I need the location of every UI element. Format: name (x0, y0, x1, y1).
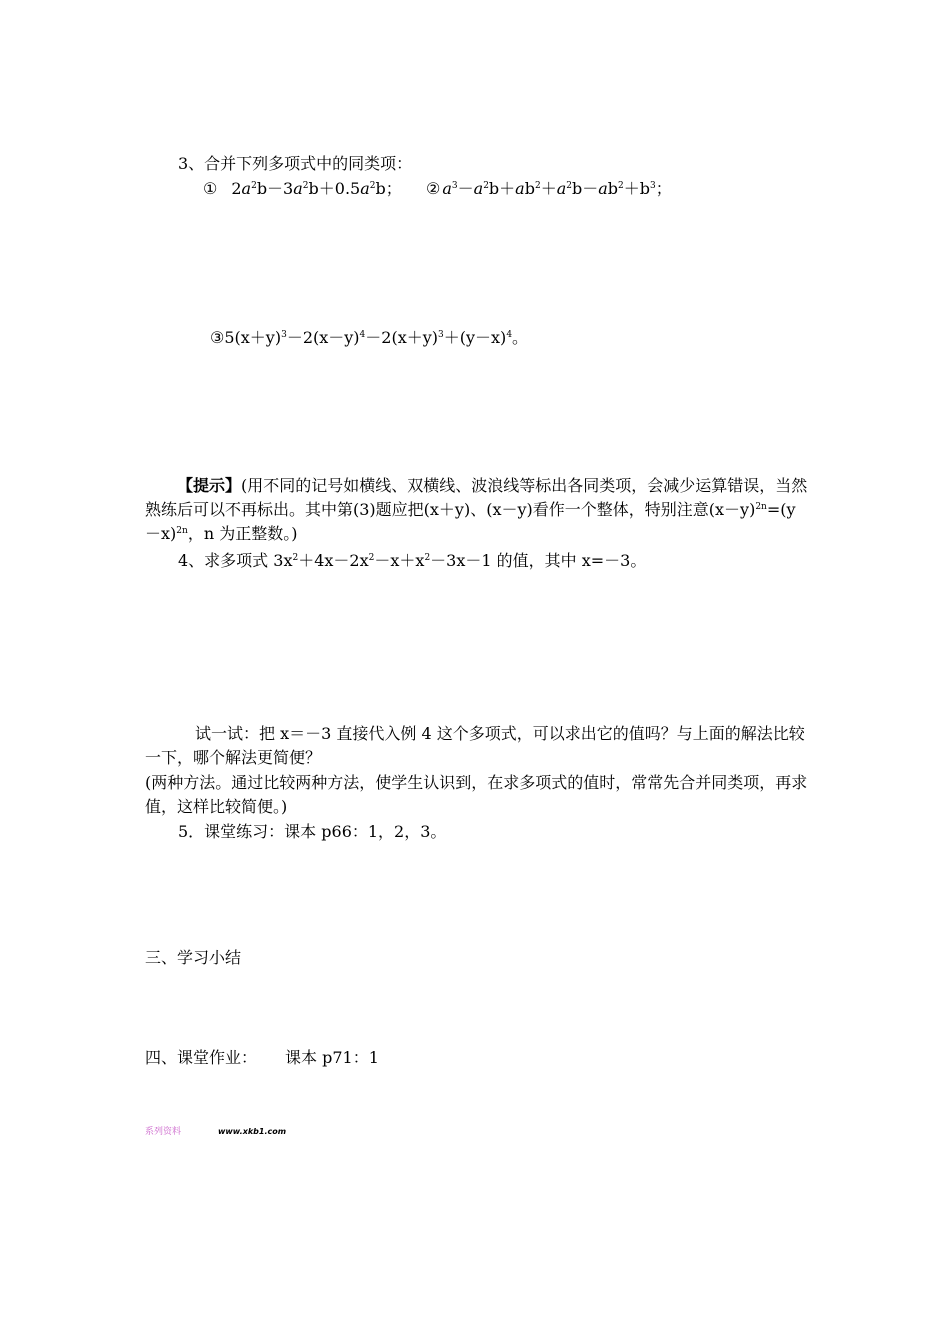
item-2-text: － (457, 179, 474, 198)
item-2-exp: 2 (618, 181, 624, 191)
item-2-text: b－ (572, 179, 599, 198)
item-2-text: b (524, 179, 535, 198)
hint-text: =(y－x) (145, 500, 796, 543)
item-1-var: a (293, 179, 303, 198)
q4-text: ＋4x－2x (298, 551, 369, 570)
q3-item-3 (210, 326, 528, 350)
item-2-var: a (473, 179, 484, 198)
hint-text: ，n 为正整数。) (187, 524, 298, 543)
try-note: (两种方法。通过比较两种方法，使学生认识到，在求多项式的值时，常常先合并同类项，再求值，这样比较简便。) (145, 773, 808, 816)
item-2-exp: 3 (451, 181, 458, 191)
footer-left-text: 系列资料 (145, 1127, 182, 1137)
item-3-exp: 4 (359, 330, 366, 340)
item-1-var: a (360, 179, 370, 198)
item-1-var: a (241, 179, 252, 198)
item-2-var: a (442, 179, 452, 198)
q4-question (178, 549, 646, 573)
q3-title: 3、合并下列多项式中的同类项： (178, 154, 413, 173)
item-3-text: ＋(y－x) (443, 328, 507, 347)
item-1-exp: 2 (251, 181, 257, 191)
item-3-text: ③5(x＋y) (210, 328, 282, 347)
hint-label: 【提示】 (177, 476, 242, 495)
item-1-text: b－3 (256, 179, 294, 198)
section-homework (145, 1046, 379, 1070)
item-1-text: 2 (231, 179, 242, 198)
item-2-mark: ② (426, 179, 441, 198)
item-3-exp: 3 (438, 330, 444, 340)
homework-label: 四、课堂作业： (145, 1048, 258, 1067)
item-3-text: 。 (512, 328, 529, 347)
q4-text: －3x－1 的值，其中 x=－3。 (430, 551, 647, 570)
q3-item-1 (203, 177, 402, 201)
item-2-text: b＋ (488, 179, 516, 198)
footer-url[interactable]: www.xkb1.com (218, 1127, 287, 1136)
q4-exp: 2 (424, 553, 431, 563)
item-1-exp: 2 (302, 181, 309, 191)
q5-exercise: 5．课堂练习：课本 p66：1，2，3。 (178, 822, 447, 841)
item-3-text: －2(x＋y) (365, 328, 439, 347)
q4-exp: 2 (368, 553, 375, 563)
section-summary: 三、学习小结 (145, 948, 242, 967)
q4-exp: 2 (292, 553, 299, 563)
item-3-text: －2(x－y) (286, 328, 360, 347)
item-2-var: a (556, 179, 567, 198)
try-paragraph: 试一试：把 x＝－3 直接代入例 4 这个多项式，可以求出它的值吗？与上面的解法比较一下，哪个解法更简便？ (145, 724, 805, 767)
item-2-text: b (607, 179, 619, 198)
item-2-var: a (515, 179, 525, 198)
item-3-exp: 4 (506, 330, 513, 340)
item-2-text: ＋ (540, 179, 557, 198)
hint-text: (用不同的记号如横线、双横线、波浪线等标出各同类项，会减少运算错误，当然熟练后可以不再标出。其中第(3)题应把(x＋y)、(x－y)看作一个整体，特别注意(x－y) (145, 476, 808, 519)
item-1-mark: ① (203, 179, 218, 198)
item-1-text: b＋0.5 (308, 179, 361, 198)
item-2-exp: 2 (534, 181, 541, 191)
item-2-exp: 3 (650, 181, 656, 191)
q4-text: 4、求多项式 3x (178, 551, 293, 570)
item-2-exp: 2 (566, 181, 572, 191)
item-3-exp: 3 (281, 330, 287, 340)
hint-paragraph (145, 474, 810, 546)
item-2-exp: 2 (483, 181, 489, 191)
hint-exp: 2n (176, 526, 188, 536)
item-2-text: ； (655, 179, 672, 198)
homework-text: 课本 p71：1 (285, 1048, 379, 1067)
item-2-var: a (598, 179, 608, 198)
item-2-text: ＋b (623, 179, 651, 198)
item-1-exp: 2 (369, 181, 376, 191)
q4-text: －x＋x (374, 551, 425, 570)
hint-exp: 2n (755, 502, 767, 512)
item-1-text: b； (375, 179, 402, 198)
q3-item-2 (426, 177, 672, 201)
